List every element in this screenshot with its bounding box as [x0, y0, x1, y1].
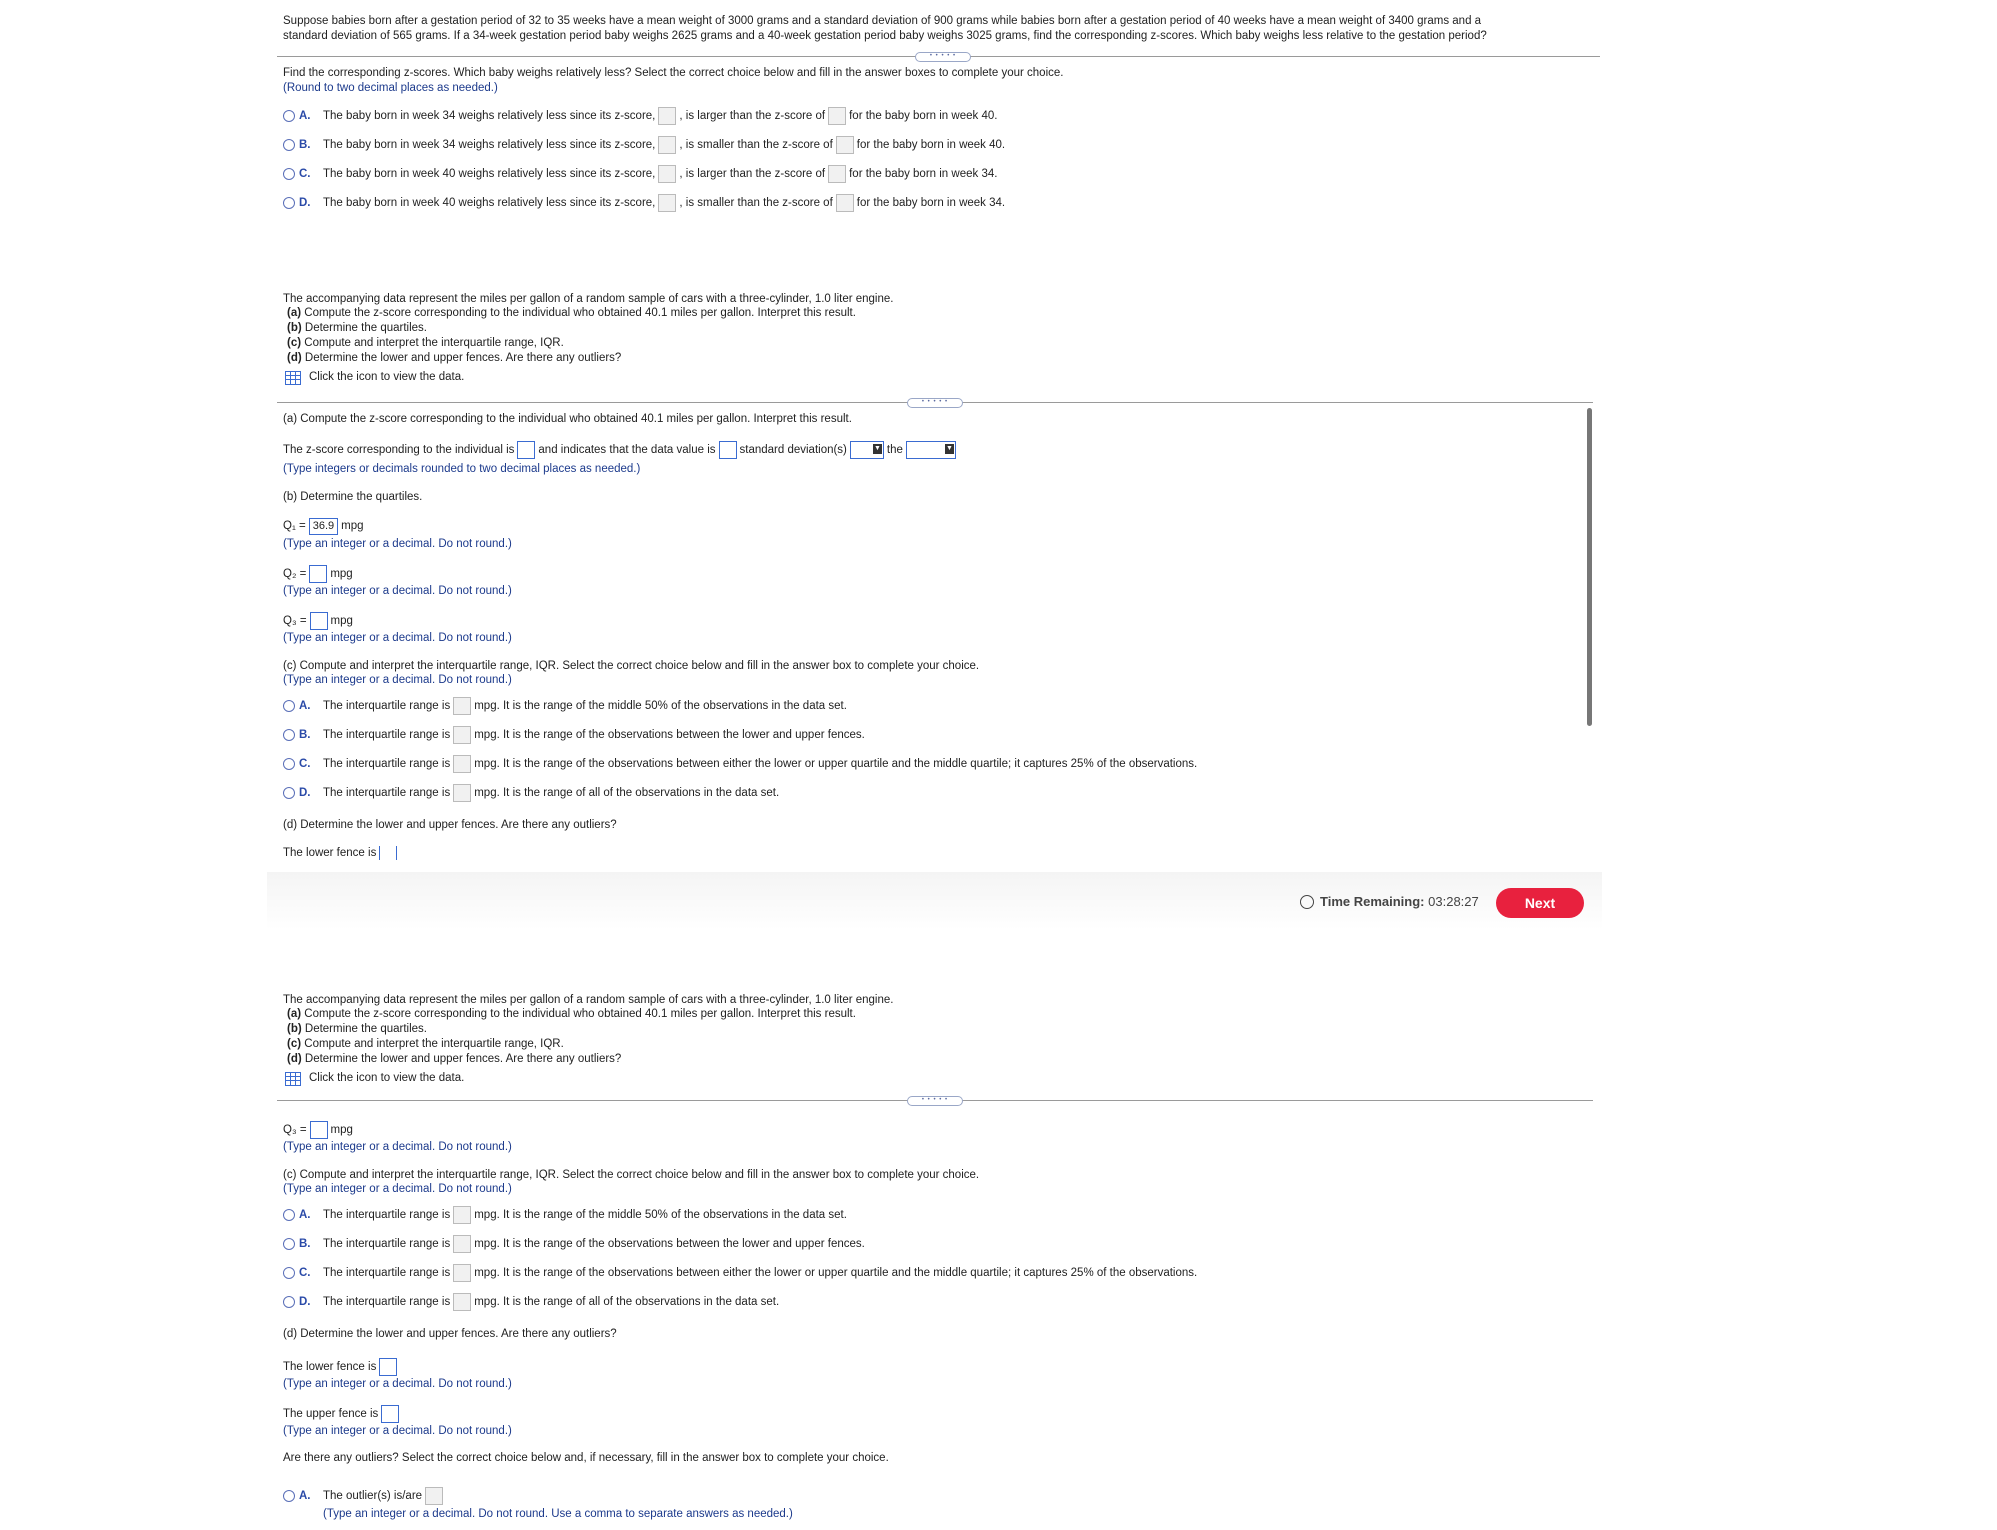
- q2-row: Q₂ = mpg: [283, 565, 353, 583]
- q3-row: Q₃ = mpg: [283, 612, 353, 630]
- mean-select[interactable]: [906, 441, 956, 459]
- q2-a-hint: (Type integers or decimals rounded to two decimal places as needed.): [283, 463, 641, 475]
- iqr-input[interactable]: [453, 1206, 471, 1224]
- q1-hint: (Type an integer or a decimal. Do not round.): [283, 538, 512, 550]
- iqr-input[interactable]: [453, 784, 471, 802]
- q1-choice-a[interactable]: A. The baby born in week 34 weighs relatively less since its z-score, , is larger than the z-score of for the baby born in week 40.: [283, 107, 997, 125]
- z-score-input[interactable]: [517, 441, 535, 459]
- q2b-part-d: (d) Determine the lower and upper fences. Are there any outliers?: [287, 1053, 622, 1065]
- radio-c[interactable]: [283, 168, 295, 180]
- q2b-c-heading: (c) Compute and interpret the interquartile range, IQR. Select the correct choice below and fill in the answer box to complete your choice.: [283, 1169, 980, 1181]
- data-link[interactable]: Click the icon to view the data.: [285, 370, 464, 385]
- q2b-resize-handle[interactable]: • • • • •: [907, 1096, 963, 1106]
- q1-resize-handle[interactable]: • • • • •: [915, 52, 971, 62]
- data-link[interactable]: Click the icon to view the data.: [285, 1071, 464, 1086]
- upper-fence-input[interactable]: [381, 1405, 399, 1423]
- lower-fence-hint: (Type an integer or a decimal. Do not round.): [283, 1378, 512, 1390]
- lower-fence-row: The lower fence is: [283, 1358, 400, 1376]
- q2-c-hint: (Type an integer or a decimal. Do not round.): [283, 674, 512, 686]
- q2b-part-a: (a) Compute the z-score corresponding to the individual who obtained 40.1 miles per gallon. Interpret this result.: [287, 1008, 856, 1020]
- q2-input[interactable]: [309, 565, 327, 583]
- z-score-input[interactable]: [658, 107, 676, 125]
- lower-fence-input[interactable]: [379, 846, 397, 860]
- outlier-hint: (Type an integer or a decimal. Do not round. Use a comma to separate answers as needed.): [323, 1508, 793, 1520]
- q2-part-d: (d) Determine the lower and upper fences. Are there any outliers?: [287, 352, 622, 364]
- radio-b[interactable]: [283, 729, 295, 741]
- z-score-input[interactable]: [836, 194, 854, 212]
- above-below-select[interactable]: [850, 441, 884, 459]
- outlier-input[interactable]: [425, 1487, 443, 1505]
- q1-row: Q₁ = 36.9 mpg: [283, 518, 364, 535]
- radio-d[interactable]: [283, 1296, 295, 1308]
- radio-a[interactable]: [283, 110, 295, 122]
- chevron-down-icon: ▼: [873, 445, 881, 452]
- clock-icon: [1300, 895, 1314, 909]
- q3-hint: (Type an integer or a decimal. Do not round.): [283, 632, 512, 644]
- iqr-choice-c[interactable]: C. The interquartile range is mpg. It is the range of the observations between either the lower or upper quartile and the middle quartile; it captures 25% of the observations.: [283, 755, 1197, 773]
- data-table-icon[interactable]: [285, 371, 301, 385]
- q1-input[interactable]: 36.9: [309, 518, 338, 535]
- iqr-choice-d[interactable]: D. The interquartile range is mpg. It is the range of all of the observations in the data set.: [283, 784, 779, 802]
- radio-b[interactable]: [283, 1238, 295, 1250]
- iqr-choice-d[interactable]: D. The interquartile range is mpg. It is the range of all of the observations in the data set.: [283, 1293, 779, 1311]
- q3-row: Q₃ = mpg: [283, 1121, 353, 1139]
- lower-fence-input[interactable]: [379, 1358, 397, 1376]
- q2-resize-handle[interactable]: • • • • •: [907, 398, 963, 408]
- radio-a[interactable]: [283, 1490, 295, 1502]
- radio-c[interactable]: [283, 1267, 295, 1279]
- q1-problem-line-2: standard deviation of 565 grams. If a 34-week gestation period baby weighs 2625 grams and a 40-week gestation period baby weighs 3025 grams, find the corresponding z-scores. Which baby weighs less relative to the gestation period?: [283, 30, 1487, 42]
- iqr-input[interactable]: [453, 697, 471, 715]
- q3-hint: (Type an integer or a decimal. Do not round.): [283, 1141, 512, 1153]
- radio-d[interactable]: [283, 787, 295, 799]
- q2b-d-heading: (d) Determine the lower and upper fences. Are there any outliers?: [283, 1328, 617, 1340]
- q1-hint: (Round to two decimal places as needed.): [283, 82, 498, 94]
- q2-part-b: (b) Determine the quartiles.: [287, 322, 427, 334]
- q2b-part-c: (c) Compute and interpret the interquartile range, IQR.: [287, 1038, 564, 1050]
- upper-fence-hint: (Type an integer or a decimal. Do not round.): [283, 1425, 512, 1437]
- q1-choice-c[interactable]: C. The baby born in week 40 weighs relatively less since its z-score, , is larger than the z-score of for the baby born in week 34.: [283, 165, 997, 183]
- q2b-part-b: (b) Determine the quartiles.: [287, 1023, 427, 1035]
- scrollbar[interactable]: [1587, 408, 1592, 726]
- q1-problem-line-1: Suppose babies born after a gestation period of 32 to 35 weeks have a mean weight of 3000 grams and a standard deviation of 900 grams while babies born after a gestation period of 40 weeks have a mean weight of 3400 grams and a: [283, 15, 1482, 27]
- q2-b-heading: (b) Determine the quartiles.: [283, 491, 423, 503]
- radio-d[interactable]: [283, 197, 295, 209]
- z-score-input[interactable]: [658, 194, 676, 212]
- q2b-c-hint: (Type an integer or a decimal. Do not round.): [283, 1183, 512, 1195]
- lower-fence-row: The lower fence is: [283, 846, 400, 860]
- radio-c[interactable]: [283, 758, 295, 770]
- q3-input[interactable]: [310, 1121, 328, 1139]
- q2-c-heading: (c) Compute and interpret the interquartile range, IQR. Select the correct choice below and fill in the answer box to complete your choice.: [283, 660, 980, 672]
- iqr-choice-b[interactable]: B. The interquartile range is mpg. It is the range of the observations between the lower and upper fences.: [283, 1235, 865, 1253]
- q2-hint: (Type an integer or a decimal. Do not round.): [283, 585, 512, 597]
- q2b-intro: The accompanying data represent the miles per gallon of a random sample of cars with a three-cylinder, 1.0 liter engine.: [283, 994, 894, 1006]
- iqr-choice-c[interactable]: C. The interquartile range is mpg. It is the range of the observations between either the lower or upper quartile and the middle quartile; it captures 25% of the observations.: [283, 1264, 1197, 1282]
- z-score-input[interactable]: [836, 136, 854, 154]
- z-score-input[interactable]: [658, 136, 676, 154]
- iqr-input[interactable]: [453, 1293, 471, 1311]
- outlier-choice-a[interactable]: A. The outlier(s) is/are: [283, 1487, 446, 1505]
- q1-choice-b[interactable]: B. The baby born in week 34 weighs relatively less since its z-score, , is smaller than the z-score of for the baby born in week 40.: [283, 136, 1005, 154]
- z-score-input[interactable]: [828, 107, 846, 125]
- q3-input[interactable]: [310, 612, 328, 630]
- chevron-down-icon: ▼: [945, 445, 953, 452]
- deviations-input[interactable]: [719, 441, 737, 459]
- q2-part-a: (a) Compute the z-score corresponding to the individual who obtained 40.1 miles per gallon. Interpret this result.: [287, 307, 856, 319]
- iqr-choice-a[interactable]: A. The interquartile range is mpg. It is the range of the middle 50% of the observations in the data set.: [283, 1206, 847, 1224]
- z-score-input[interactable]: [828, 165, 846, 183]
- iqr-input[interactable]: [453, 1235, 471, 1253]
- iqr-input[interactable]: [453, 755, 471, 773]
- q2-a-heading: (a) Compute the z-score corresponding to the individual who obtained 40.1 miles per gallon. Interpret this result.: [283, 413, 852, 425]
- q2-d-heading: (d) Determine the lower and upper fences. Are there any outliers?: [283, 819, 617, 831]
- q2-part-c: (c) Compute and interpret the interquartile range, IQR.: [287, 337, 564, 349]
- data-table-icon[interactable]: [285, 1072, 301, 1086]
- radio-a[interactable]: [283, 1209, 295, 1221]
- next-button[interactable]: Next: [1496, 888, 1584, 918]
- radio-a[interactable]: [283, 700, 295, 712]
- iqr-input[interactable]: [453, 1264, 471, 1282]
- outliers-question: Are there any outliers? Select the correct choice below and, if necessary, fill in the answer box to complete your choice.: [283, 1452, 889, 1464]
- iqr-choice-b[interactable]: B. The interquartile range is mpg. It is the range of the observations between the lower and upper fences.: [283, 726, 865, 744]
- z-score-input[interactable]: [658, 165, 676, 183]
- iqr-input[interactable]: [453, 726, 471, 744]
- q2-intro: The accompanying data represent the miles per gallon of a random sample of cars with a three-cylinder, 1.0 liter engine.: [283, 293, 894, 305]
- q2-a-answer: The z-score corresponding to the individual is and indicates that the data value is standard deviation(s) ▼ the ▼: [283, 441, 959, 459]
- q1-choice-d[interactable]: D. The baby born in week 40 weighs relatively less since its z-score, , is smaller than the z-score of for the baby born in week 34.: [283, 194, 1005, 212]
- radio-b[interactable]: [283, 139, 295, 151]
- timer: Time Remaining: 03:28:27: [1300, 894, 1479, 909]
- upper-fence-row: The upper fence is: [283, 1405, 402, 1423]
- q1-instruction: Find the corresponding z-scores. Which baby weighs relatively less? Select the correct choice below and fill in the answer boxes to complete your choice.: [283, 67, 1064, 79]
- iqr-choice-a[interactable]: A. The interquartile range is mpg. It is the range of the middle 50% of the observations in the data set.: [283, 697, 847, 715]
